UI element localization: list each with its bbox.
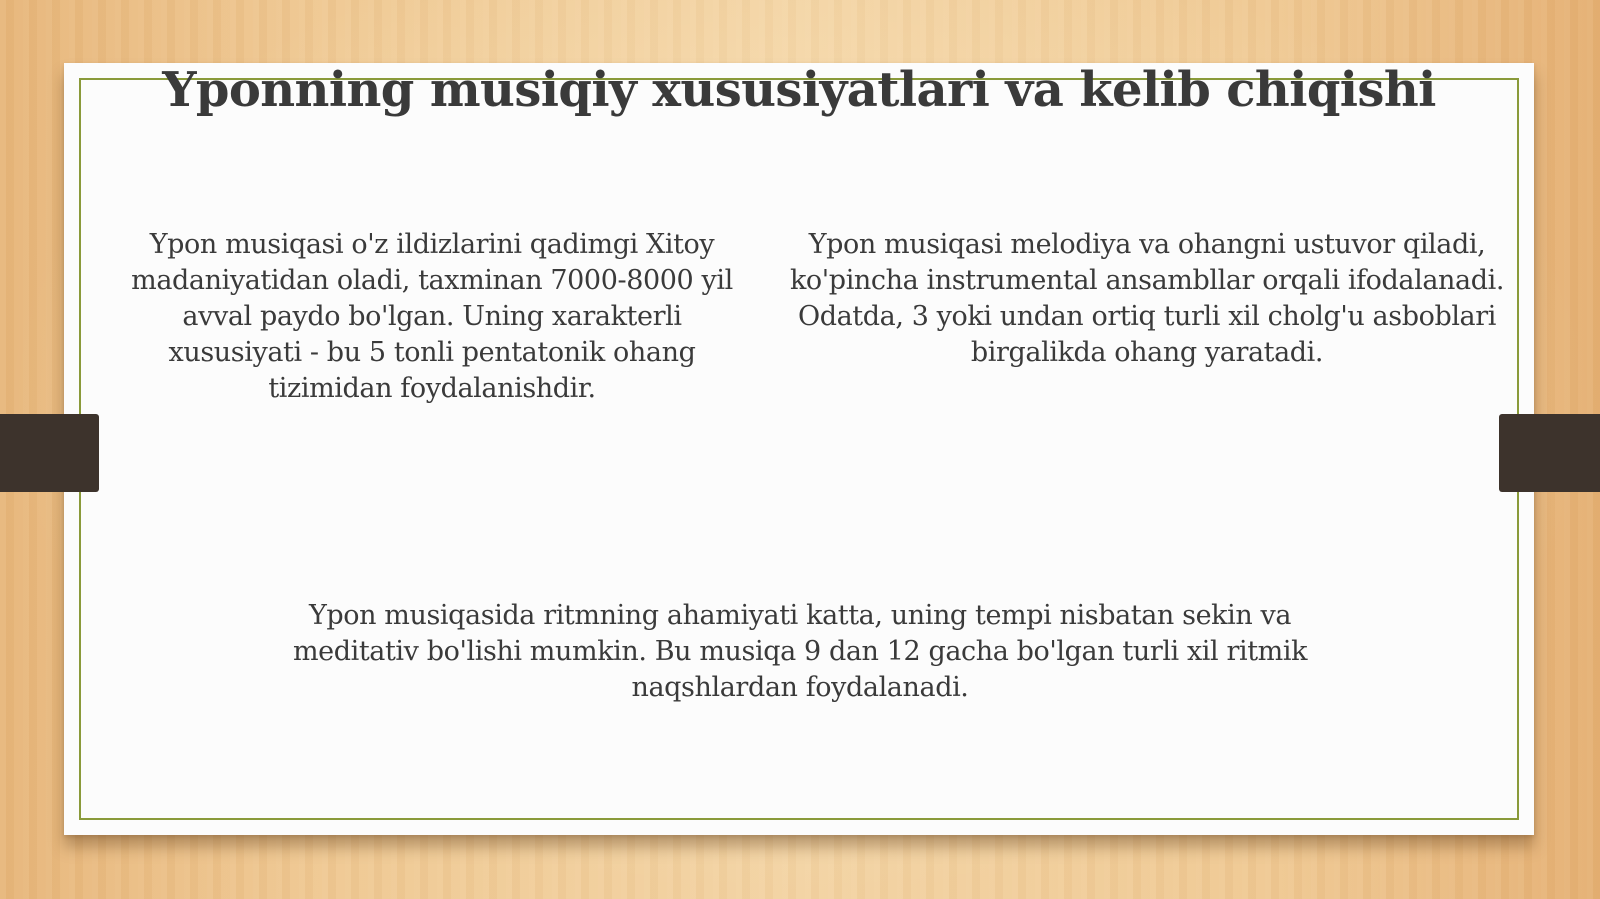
left-binder-tab xyxy=(0,414,99,492)
slide-title: Yponning musiqiy xususiyatlari va kelib chiqishi xyxy=(162,62,1436,118)
paragraph-melody: Ypon musiqasi melodiya va ohangni ustuvor qiladi, ko'pincha instrumental ansambllar orqali ifodalanadi. Odatda, 3 yoki undan ortiq turli xil cholg'u asboblari birgalikda ohang yaratadi. xyxy=(789,229,1505,368)
right-binder-tab xyxy=(1499,414,1600,492)
paragraph-origins: Ypon musiqasi o'z ildizlarini qadimgi Xitoy madaniyatidan oladi, taxminan 7000-8000 yil avval paydo bo'lgan. Uning xarakterli xususiyati - bu 5 tonli pentatonik ohang tizimidan foydalanishdir. xyxy=(131,229,733,404)
slide-border-frame xyxy=(79,78,1519,820)
slide-page xyxy=(64,63,1534,835)
paragraph-rhythm: Ypon musiqasida ritmning ahamiyati katta, uning tempi nisbatan sekin va meditativ bo'lishi mumkin. Bu musiqa 9 dan 12 gacha bo'lgan turli xil ritmik naqshlardan foydalanadi. xyxy=(292,600,1308,703)
